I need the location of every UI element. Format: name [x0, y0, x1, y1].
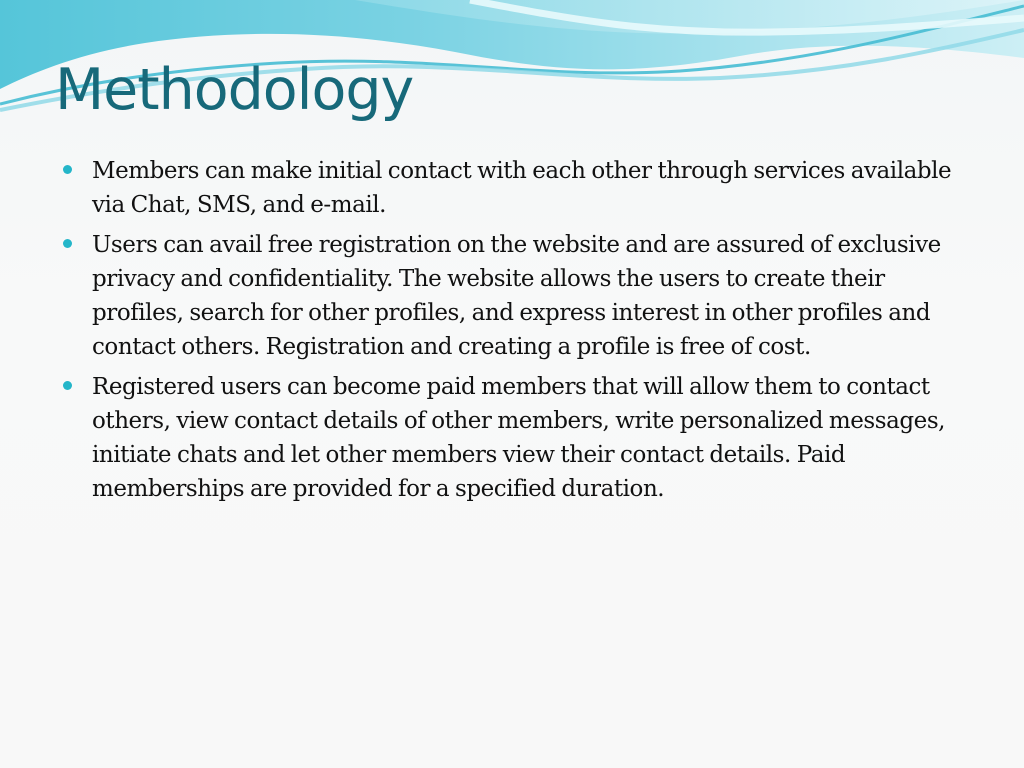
slide-title: Methodology — [55, 57, 414, 123]
bullet-text: Members can make initial contact with each other through services available via Chat, SMS, and e-mail. — [92, 158, 952, 218]
bullet-item-registration — [62, 228, 962, 364]
bullet-text: Registered users can become paid members that will allow them to contact others, view contact details of other members, write personalized messages, initiate chats and let other members view their contact details. Paid memberships are provided for a specified duration. — [92, 374, 946, 502]
bullet-list — [62, 154, 962, 512]
bullet-dot-icon — [63, 381, 72, 390]
bullet-item-contact — [62, 154, 962, 222]
bullet-dot-icon — [63, 239, 72, 248]
bullet-item-paid-members — [62, 370, 962, 506]
bullet-dot-icon — [63, 165, 72, 174]
bullet-text: Users can avail free registration on the website and are assured of exclusive privacy and confidentiality. The website allows the users to create their profiles, search for other profiles, and express interest in other profiles and contact others. Registration and creating a profile is free of cost. — [92, 232, 941, 360]
